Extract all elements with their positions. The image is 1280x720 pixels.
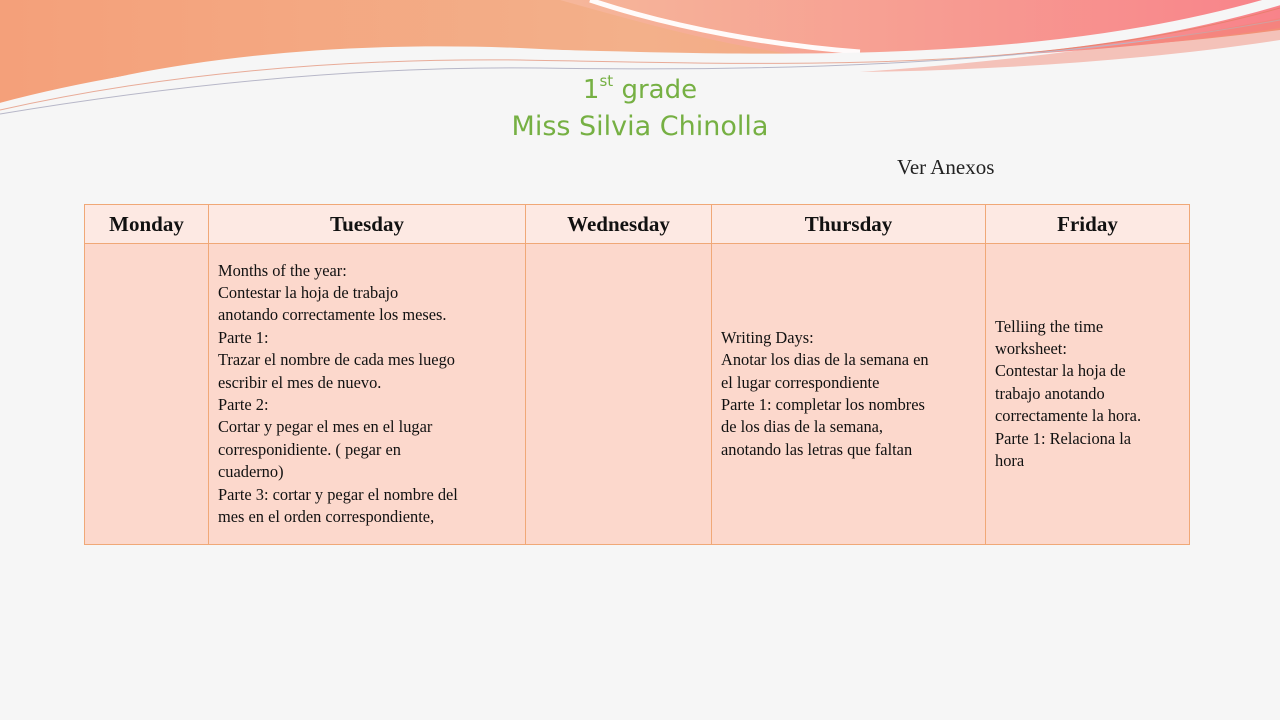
tuesday-line: Parte 2: — [218, 395, 269, 414]
tuesday-line: Parte 3: cortar y pegar el nombre del — [218, 484, 458, 504]
thursday-line: Parte 1: completar los nombres — [721, 395, 925, 414]
teacher-name: Miss Silvia Chinolla — [511, 111, 769, 142]
friday-line: trabajo anotando — [995, 383, 1105, 403]
tuesday-line: mes en el orden correspondiente, — [218, 507, 435, 527]
tuesday-line: corresponidiente. ( pegar en — [218, 439, 401, 459]
tuesday-line: anotando correctamente los meses. — [218, 305, 447, 325]
thursday-line: de los dias de la semana, — [721, 417, 884, 437]
thursday-line: anotando las letras que faltan — [721, 439, 913, 459]
grade-suffix: st — [599, 72, 614, 90]
header-thursday: Thursday — [712, 205, 986, 244]
grade-number: 1 — [582, 75, 600, 105]
friday-line: worksheet: — [995, 338, 1067, 358]
grade-word: grade — [621, 75, 698, 105]
cell-tuesday — [209, 244, 526, 545]
header-friday: Friday — [986, 205, 1190, 244]
tuesday-line: Months of the year: — [218, 260, 347, 280]
header-tuesday: Tuesday — [209, 205, 526, 244]
thursday-line: el lugar correspondiente — [721, 372, 880, 392]
thursday-line: Writing Days: — [721, 327, 814, 347]
cell-friday — [986, 244, 1190, 545]
weekly-schedule-table — [84, 204, 1190, 545]
cell-monday — [85, 244, 209, 545]
grade-title — [0, 72, 1280, 105]
cell-thursday — [712, 244, 986, 545]
tuesday-line: Trazar el nombre de cada mes luego — [218, 350, 455, 370]
header-row — [85, 205, 1190, 244]
tuesday-line: cuaderno) — [218, 462, 284, 482]
header-monday: Monday — [85, 205, 209, 244]
content-row — [85, 244, 1190, 545]
thursday-line: Anotar los dias de la semana en — [721, 350, 929, 370]
friday-line: correctamente la hora. — [995, 406, 1142, 426]
tuesday-line: escribir el mes de nuevo. — [218, 372, 382, 392]
annex-link[interactable]: Ver Anexos — [897, 155, 995, 179]
friday-line: hora — [995, 451, 1025, 471]
friday-line: Contestar la hoja de — [995, 361, 1126, 381]
tuesday-line: Contestar la hoja de trabajo — [218, 282, 399, 302]
friday-line: Telliing the time — [995, 316, 1104, 336]
cell-wednesday — [526, 244, 712, 545]
header-wednesday: Wednesday — [526, 205, 712, 244]
tuesday-line: Cortar y pegar el mes en el lugar — [218, 417, 433, 437]
friday-line: Parte 1: Relaciona la — [995, 428, 1132, 448]
tuesday-line: Parte 1: — [218, 327, 269, 347]
